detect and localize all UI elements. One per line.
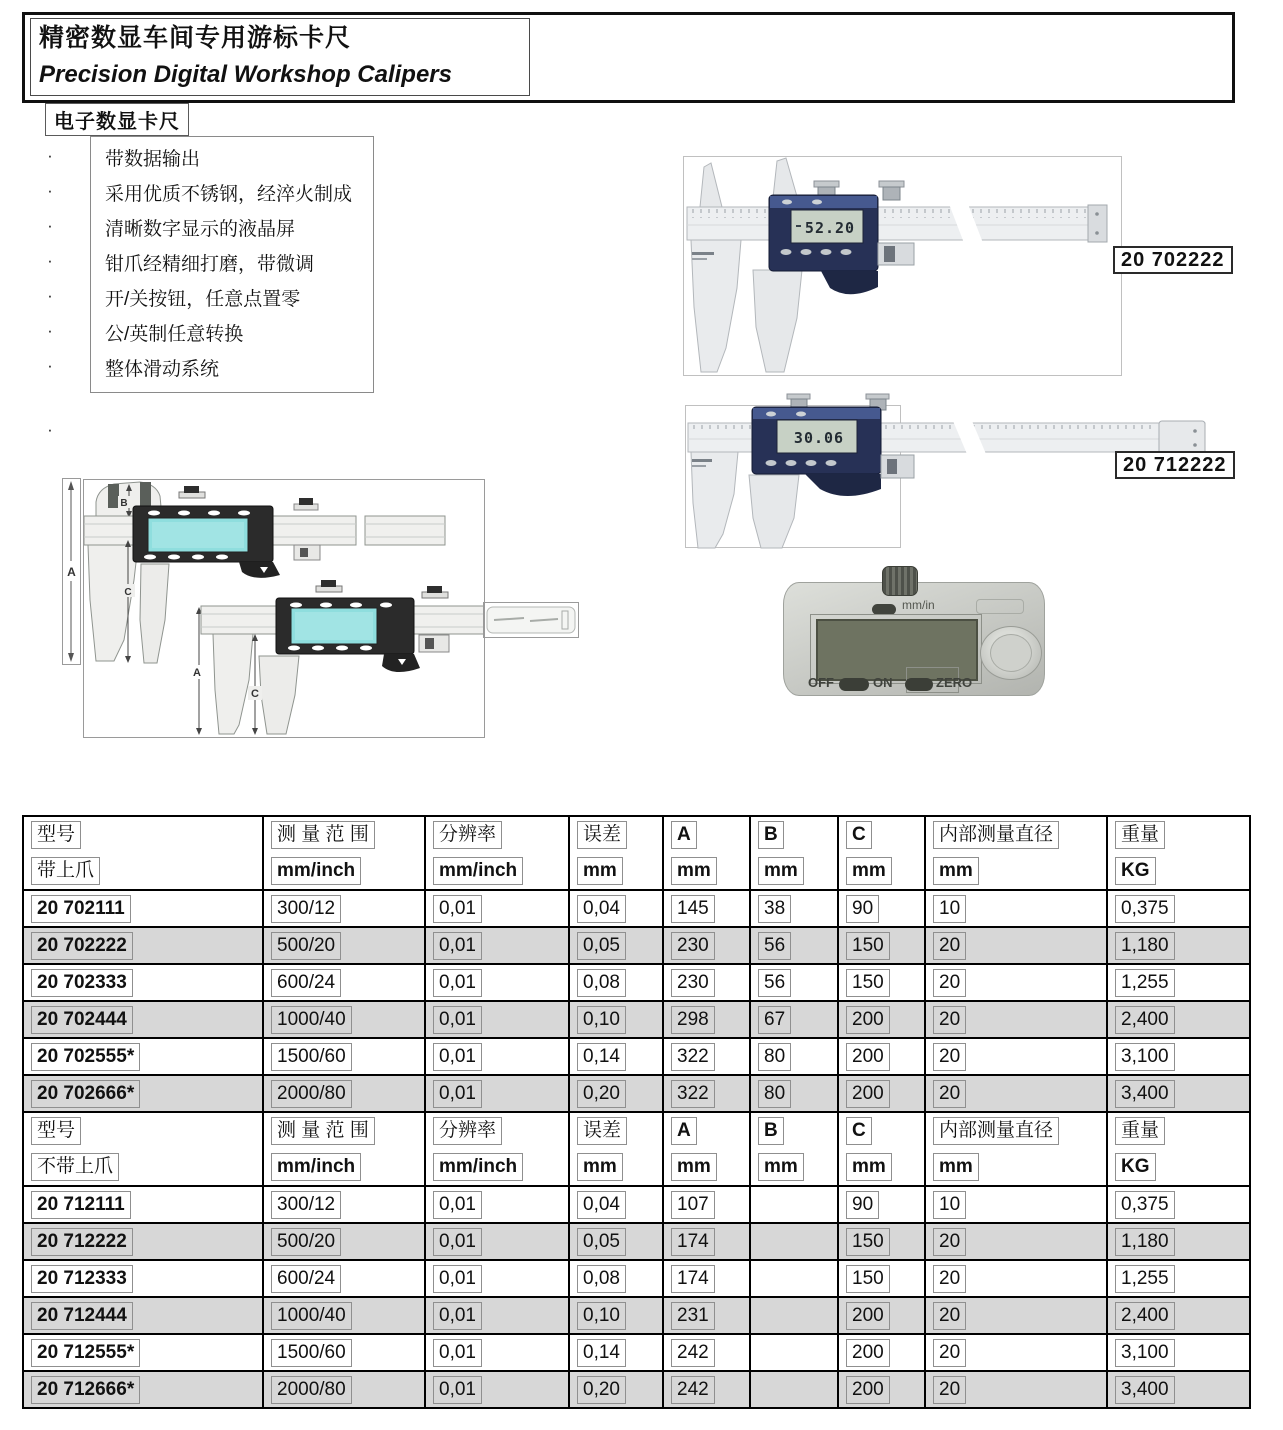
title-inner-box (30, 18, 530, 96)
table-row (23, 964, 1250, 1001)
resolution-cell: 0,01 (433, 1228, 482, 1256)
header-resolution: 分辨率 (433, 1117, 502, 1145)
c-cell: 150 (846, 932, 890, 960)
a-cell: 107 (671, 1191, 715, 1219)
header-resolution-unit: mm/inch (433, 1153, 523, 1181)
table-row (23, 1260, 1250, 1297)
a-cell: 322 (671, 1080, 715, 1108)
caliper-photo-with-upper-jaw (683, 156, 1122, 376)
lock-screw (879, 181, 904, 200)
range-cell: 1500/60 (271, 1339, 352, 1367)
table-row (23, 1371, 1250, 1408)
header-c: C (846, 821, 872, 849)
c-cell: 150 (846, 969, 890, 997)
lcd-value: 30.06 (793, 429, 845, 447)
drawing-caliper-without-jaw (190, 580, 484, 735)
table-row (23, 1223, 1250, 1260)
table-header-without-jaw (23, 1112, 1250, 1186)
header-range: 测 量 范 围 (271, 821, 375, 849)
on-off-switch (839, 678, 869, 691)
drawing-jaw-fixed (213, 634, 253, 734)
dim-label-b: B (120, 498, 128, 509)
error-cell: 0,10 (577, 1302, 626, 1330)
inner-dia-cell: 10 (933, 1191, 966, 1219)
header-inner-dia: 内部测量直径 (933, 1117, 1059, 1145)
error-cell: 0,08 (577, 1265, 626, 1293)
header-model-sub: 带上爪 (31, 857, 100, 885)
header-weight-unit: KG (1115, 1153, 1156, 1181)
range-cell: 600/24 (271, 969, 341, 997)
error-cell: 0,20 (577, 1080, 626, 1108)
a-cell: 322 (671, 1043, 715, 1071)
a-cell: 242 (671, 1376, 715, 1404)
dim-label-c: C (124, 587, 132, 598)
c-cell: 200 (846, 1080, 890, 1108)
range-cell: 1000/40 (271, 1006, 352, 1034)
a-cell: 230 (671, 932, 715, 960)
model-cell: 20 712111 (31, 1191, 131, 1219)
model-cell: 20 712222 (31, 1228, 133, 1256)
table-row (23, 1075, 1250, 1112)
model-cell: 20 712666* (31, 1376, 140, 1404)
range-cell: 2000/80 (271, 1080, 352, 1108)
on-label: ON (873, 675, 893, 690)
header-model: 型号 (31, 821, 81, 849)
feature-item: 整体滑动系统 (105, 359, 220, 380)
features-list (90, 136, 374, 393)
weight-cell: 1,255 (1115, 969, 1175, 997)
bullet-icon: · (47, 356, 53, 375)
bullet-icon: · (47, 420, 53, 439)
c-cell: 200 (846, 1339, 890, 1367)
header-range-unit: mm/inch (271, 1153, 361, 1181)
header-a-unit: mm (671, 857, 717, 885)
page-title-en: Precision Digital Workshop Calipers (39, 61, 452, 88)
thumbwheel (882, 566, 918, 596)
zero-switch (905, 678, 933, 691)
header-b-unit: mm (758, 857, 804, 885)
display-unit-photo (778, 572, 1050, 702)
model-number-tag: 20 712222 (1115, 451, 1235, 479)
caliper-illustration (684, 157, 1121, 375)
error-cell: 0,04 (577, 895, 626, 923)
resolution-cell: 0,01 (433, 1043, 482, 1071)
a-cell: 298 (671, 1006, 715, 1034)
feature-item: 采用优质不锈钢，经淬火制成 (105, 184, 353, 205)
header-c-unit: mm (846, 857, 892, 885)
header-c-unit: mm (846, 1153, 892, 1181)
range-cell: 600/24 (271, 1265, 341, 1293)
header-error-unit: mm (577, 857, 623, 885)
b-cell: 80 (758, 1043, 791, 1071)
a-cell: 242 (671, 1339, 715, 1367)
header-error-unit: mm (577, 1153, 623, 1181)
range-cell: 1500/60 (271, 1043, 352, 1071)
weight-cell: 1,255 (1115, 1265, 1175, 1293)
inner-dia-cell: 20 (933, 1339, 966, 1367)
header-model-sub: 不带上爪 (31, 1153, 119, 1181)
header-inner-dia-unit: mm (933, 857, 979, 885)
beam-end-detail-box (483, 602, 579, 638)
inner-dia-cell: 20 (933, 1228, 966, 1256)
dim-label-a: A (193, 667, 201, 679)
weight-cell: 0,375 (1115, 895, 1175, 923)
resolution-cell: 0,01 (433, 895, 482, 923)
fine-adjust-clamp (881, 455, 914, 478)
header-model: 型号 (31, 1117, 81, 1145)
inner-dia-cell: 20 (933, 1080, 966, 1108)
header-b: B (758, 1117, 784, 1145)
range-cell: 300/12 (271, 1191, 341, 1219)
resolution-cell: 0,01 (433, 1265, 482, 1293)
resolution-cell: 0,01 (433, 1080, 482, 1108)
error-cell: 0,14 (577, 1043, 626, 1071)
resolution-cell: 0,01 (433, 969, 482, 997)
c-cell: 150 (846, 1228, 890, 1256)
model-cell: 20 702333 (31, 969, 133, 997)
error-cell: 0,05 (577, 1228, 626, 1256)
header-resolution: 分辨率 (433, 821, 502, 849)
inner-dia-cell: 20 (933, 1006, 966, 1034)
header-a: A (671, 1117, 697, 1145)
a-cell: 174 (671, 1265, 715, 1293)
header-inner-dia-unit: mm (933, 1153, 979, 1181)
feature-item: 开/关按钮，任意点置零 (105, 289, 301, 310)
model-number-tag: 20 702222 (1113, 246, 1233, 274)
model-cell: 20 702111 (31, 895, 131, 923)
header-weight: 重量 (1115, 1117, 1165, 1145)
model-cell: 20 702555* (31, 1043, 140, 1071)
round-button-inner (990, 634, 1032, 672)
zero-label: ZERO (936, 675, 973, 690)
inner-dia-cell: 20 (933, 1376, 966, 1404)
error-cell: 0,10 (577, 1006, 626, 1034)
round-button (980, 626, 1042, 680)
header-a: A (671, 821, 697, 849)
c-cell: 150 (846, 1265, 890, 1293)
inner-dia-cell: 20 (933, 1043, 966, 1071)
bullet-icon: · (47, 216, 53, 235)
upper-blade-fixed (700, 163, 722, 207)
header-range-unit: mm/inch (271, 857, 361, 885)
bullet-icon: · (47, 181, 53, 200)
header-weight-unit: KG (1115, 857, 1156, 885)
feature-item: 钳爪经精细打磨，带微调 (105, 254, 315, 275)
table-row (23, 927, 1250, 964)
title-outer-box (22, 12, 1235, 103)
weight-cell: 1,180 (1115, 1228, 1175, 1256)
error-cell: 0,20 (577, 1376, 626, 1404)
table-header-with-jaw (23, 816, 1250, 890)
range-cell: 1000/40 (271, 1302, 352, 1330)
resolution-cell: 0,01 (433, 932, 482, 960)
weight-cell: 3,400 (1115, 1376, 1175, 1404)
beam-end-cap (1159, 421, 1205, 454)
weight-cell: 0,375 (1115, 1191, 1175, 1219)
model-cell: 20 702666* (31, 1080, 140, 1108)
table-row (23, 1001, 1250, 1038)
model-cell: 20 712444 (31, 1302, 133, 1330)
weight-cell: 1,180 (1115, 932, 1175, 960)
fine-adjust-clamp (878, 243, 914, 265)
battery-cover (976, 599, 1024, 614)
a-cell: 145 (671, 895, 715, 923)
weight-cell: 2,400 (1115, 1302, 1175, 1330)
display-unit-body (783, 582, 1045, 696)
range-cell: 300/12 (271, 895, 341, 923)
c-cell: 90 (846, 895, 879, 923)
a-cell: 174 (671, 1228, 715, 1256)
c-cell: 200 (846, 1302, 890, 1330)
header-error: 误差 (577, 1117, 627, 1145)
table-row (23, 1038, 1250, 1075)
bullet-icon: · (47, 146, 53, 165)
table-row (23, 890, 1250, 927)
off-label: OFF (808, 675, 834, 690)
model-cell: 20 712333 (31, 1265, 133, 1293)
drawing-jaw-sliding (140, 564, 169, 663)
header-b-unit: mm (758, 1153, 804, 1181)
c-cell: 200 (846, 1376, 890, 1404)
inner-dia-cell: 20 (933, 1302, 966, 1330)
weight-cell: 2,400 (1115, 1006, 1175, 1034)
beam (687, 205, 1107, 242)
header-range: 测 量 范 围 (271, 1117, 375, 1145)
b-cell: 56 (758, 969, 791, 997)
c-cell: 200 (846, 1043, 890, 1071)
resolution-cell: 0,01 (433, 1191, 482, 1219)
header-resolution-unit: mm/inch (433, 857, 523, 885)
model-cell: 20 712555* (31, 1339, 140, 1367)
dimension-a-column (62, 478, 81, 665)
resolution-cell: 0,01 (433, 1006, 482, 1034)
a-cell: 230 (671, 969, 715, 997)
feature-bullets (40, 138, 60, 383)
header-c: C (846, 1117, 872, 1145)
c-cell: 90 (846, 1191, 879, 1219)
resolution-cell: 0,01 (433, 1376, 482, 1404)
dim-label-a: A (67, 565, 76, 579)
feature-item: 带数据输出 (105, 149, 201, 170)
mm-in-label: mm/in (902, 598, 935, 612)
b-cell: 56 (758, 932, 791, 960)
feature-item: 清晰数字显示的液晶屏 (105, 219, 296, 240)
b-cell: 80 (758, 1080, 791, 1108)
resolution-cell: 0,01 (433, 1339, 482, 1367)
drawing-jaw-sliding (259, 656, 299, 734)
lcd-value: 52.20 (804, 219, 856, 237)
table-row (23, 1334, 1250, 1371)
inner-dia-cell: 20 (933, 1265, 966, 1293)
feature-item: 公/英制任意转换 (105, 324, 244, 345)
b-cell: 67 (758, 1006, 791, 1034)
error-cell: 0,04 (577, 1191, 626, 1219)
range-cell: 500/20 (271, 1228, 341, 1256)
beam-end-cap (1088, 205, 1107, 242)
a-cell: 231 (671, 1302, 715, 1330)
lower-jaw-sliding (753, 270, 802, 372)
model-cell: 20 702222 (31, 932, 133, 960)
resolution-cell: 0,01 (433, 1302, 482, 1330)
inner-dia-cell: 10 (933, 895, 966, 923)
dim-label-c: C (251, 688, 259, 700)
error-cell: 0,14 (577, 1339, 626, 1367)
header-weight: 重量 (1115, 821, 1165, 849)
bullet-icon: · (47, 286, 53, 305)
drawing-jaw-fixed (88, 545, 138, 661)
model-cell: 20 702444 (31, 1006, 133, 1034)
range-cell: 2000/80 (271, 1376, 352, 1404)
error-cell: 0,08 (577, 969, 626, 997)
table-row (23, 1297, 1250, 1334)
inner-dia-cell: 20 (933, 932, 966, 960)
header-error: 误差 (577, 821, 627, 849)
inner-dia-cell: 20 (933, 969, 966, 997)
weight-cell: 3,400 (1115, 1080, 1175, 1108)
technical-drawing (83, 479, 485, 738)
header-inner-dia: 内部测量直径 (933, 821, 1059, 849)
header-b: B (758, 821, 784, 849)
spec-table (22, 815, 1251, 1409)
error-cell: 0,05 (577, 932, 626, 960)
bullet-icon: · (47, 251, 53, 270)
lower-jaw-sliding (749, 475, 799, 548)
b-cell: 38 (758, 895, 791, 923)
range-cell: 500/20 (271, 932, 341, 960)
table-row (23, 1186, 1250, 1223)
c-cell: 200 (846, 1006, 890, 1034)
header-a-unit: mm (671, 1153, 717, 1181)
page-title-zh: 精密数显车间专用游标卡尺 (39, 24, 352, 52)
weight-cell: 3,100 (1115, 1043, 1175, 1071)
weight-cell: 3,100 (1115, 1339, 1175, 1367)
section-label: 电子数显卡尺 (45, 103, 189, 136)
bullet-icon: · (47, 321, 53, 340)
